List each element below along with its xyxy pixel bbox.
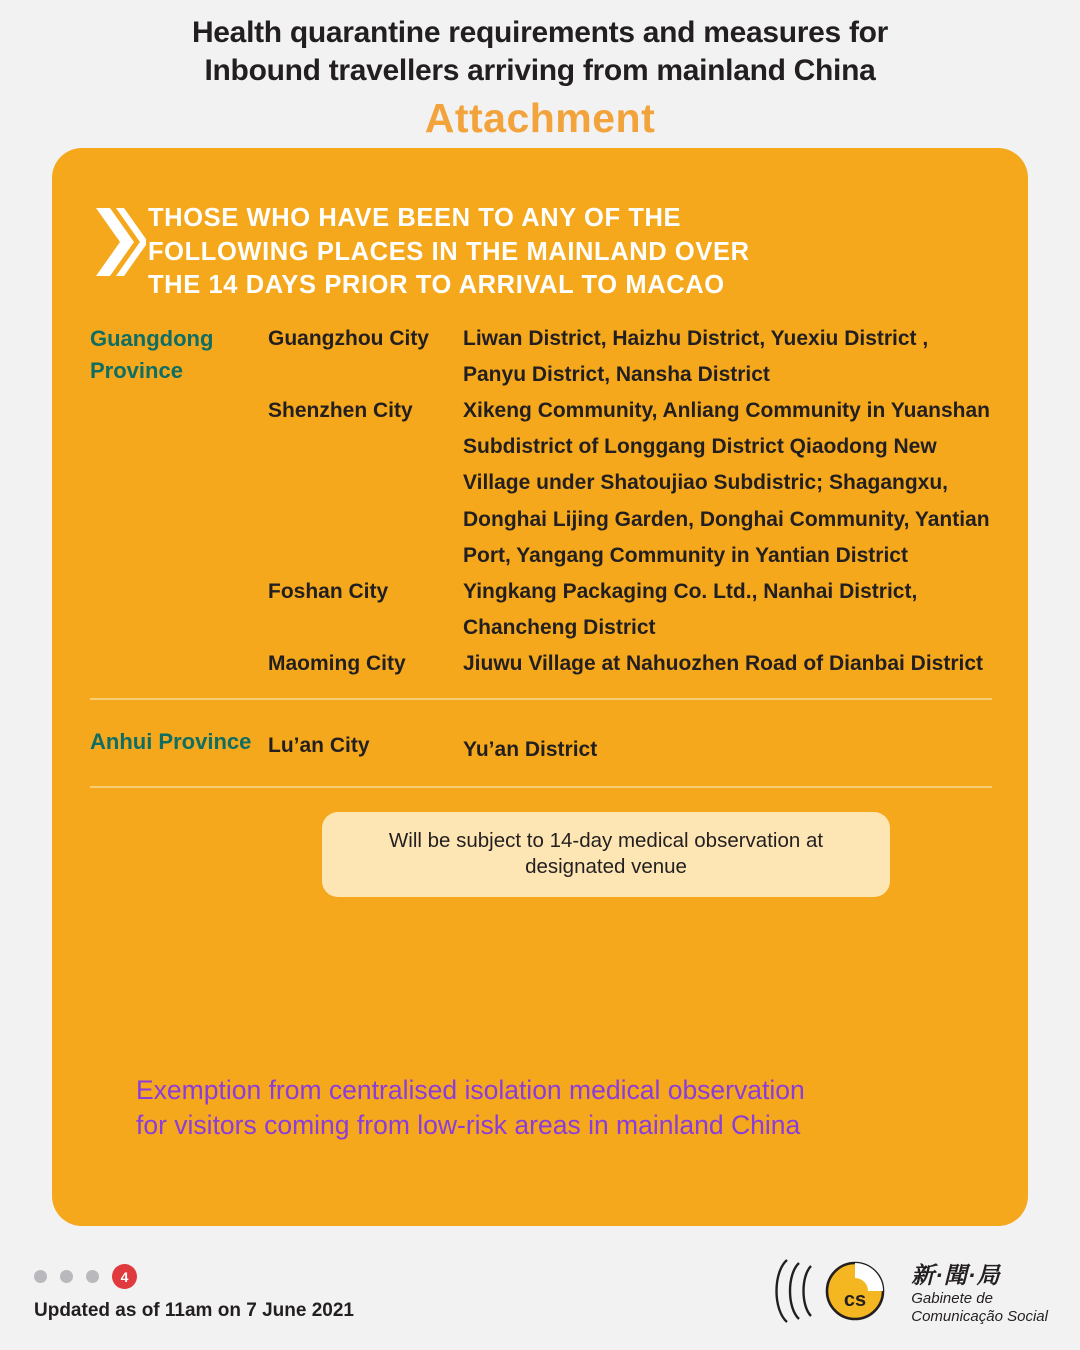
places-text: Yu’an District bbox=[463, 738, 598, 762]
card-banner bbox=[52, 148, 1028, 303]
measure-note: Will be subject to 14-day medical observation at designated venue bbox=[322, 812, 890, 897]
city-label: Foshan City bbox=[268, 579, 389, 603]
svg-text:cs: cs bbox=[844, 1289, 867, 1311]
gcs-name-cn: 新·聞·局 bbox=[911, 1261, 1001, 1288]
page-title-line2: Inbound travellers arriving from mainland China bbox=[204, 54, 876, 88]
places-text: Liwan District, Haizhu District, Yuexiu District , Panyu District, Nansha District bbox=[463, 326, 929, 387]
updated-timestamp: Updated as of 11am on 7 June 2021 bbox=[34, 1300, 354, 1321]
page-indicator bbox=[34, 1264, 137, 1289]
city-label: Guangzhou City bbox=[268, 326, 429, 350]
gcs-name-pt-line1: Gabinete de bbox=[911, 1289, 993, 1307]
table-row bbox=[90, 321, 992, 700]
page-title bbox=[0, 14, 1080, 91]
page-dot[interactable] bbox=[34, 1270, 47, 1283]
city-row bbox=[268, 574, 992, 646]
table-row bbox=[90, 700, 992, 788]
places-text: Jiuwu Village at Nahuozhen Road of Dianbai District bbox=[463, 651, 984, 675]
places-table bbox=[90, 321, 992, 1143]
page-header bbox=[0, 0, 1080, 142]
banner-line-2: FOLLOWING PLACES IN THE MAINLAND OVER bbox=[148, 237, 750, 266]
gcs-logo bbox=[767, 1254, 1048, 1328]
exemption-line-1: Exemption from centralised isolation medical observation bbox=[136, 1075, 805, 1106]
double-chevron-right-icon bbox=[94, 204, 146, 280]
province-label: Anhui Province bbox=[90, 729, 252, 755]
page-title-line1: Health quarantine requirements and measures for bbox=[191, 16, 889, 49]
gcs-name-pt-line2: Comunicação Social bbox=[911, 1307, 1048, 1325]
city-row bbox=[268, 393, 992, 574]
banner-line-1: THOSE WHO HAVE BEEN TO ANY OF THE bbox=[148, 204, 682, 232]
attachment-label: Attachment bbox=[424, 94, 656, 141]
content-card bbox=[52, 148, 1028, 1226]
gcs-logo-text bbox=[911, 1257, 1048, 1325]
city-label: Lu’an City bbox=[268, 734, 370, 758]
gcs-logo-icon bbox=[767, 1254, 899, 1328]
exemption-statement bbox=[136, 1073, 946, 1143]
gcs-name-pt bbox=[911, 1290, 1048, 1325]
province-label: Guangdong Province bbox=[90, 325, 214, 383]
city-row bbox=[268, 321, 992, 393]
exemption-line-2: for visitors coming from low-risk areas in mainland China bbox=[136, 1110, 801, 1141]
page-dot[interactable] bbox=[60, 1270, 73, 1283]
page-footer bbox=[0, 1232, 1080, 1350]
city-row bbox=[268, 646, 992, 682]
places-text: Xikeng Community, Anliang Community in Yuanshan Subdistrict of Longgang District Qiaodong New Village under Shatoujiao Subdistric; Shagangxu, Donghai Lijing Garden, Donghai Community, Yantian Port, Yangang Community in Yantian District bbox=[463, 399, 990, 567]
page-dot[interactable] bbox=[86, 1270, 99, 1283]
banner-line-3: THE 14 DAYS PRIOR TO ARRIVAL TO MACAO bbox=[148, 271, 725, 300]
city-group bbox=[268, 321, 992, 682]
city-label: Maoming City bbox=[268, 651, 406, 675]
banner-text bbox=[146, 202, 750, 303]
places-text: Yingkang Packaging Co. Ltd., Nanhai District, Chancheng District bbox=[463, 579, 918, 639]
page-dot-active[interactable]: 4 bbox=[112, 1264, 137, 1289]
city-label: Shenzhen City bbox=[268, 399, 413, 423]
